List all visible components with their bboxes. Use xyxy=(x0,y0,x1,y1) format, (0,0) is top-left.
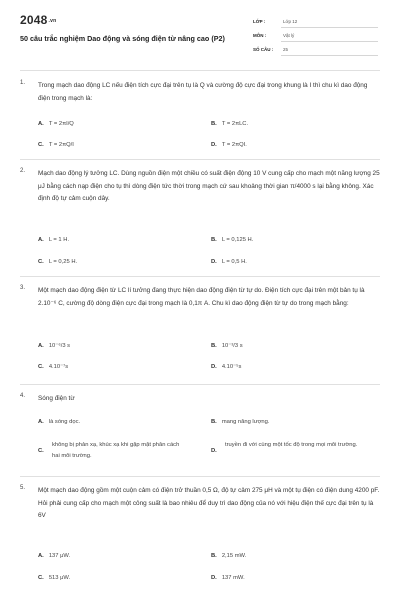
meta-underline xyxy=(281,27,378,28)
meta-row-class xyxy=(253,16,378,30)
option-label: C. xyxy=(38,259,44,265)
option-text: mang năng lượng. xyxy=(221,419,270,425)
option-c[interactable] xyxy=(38,575,70,581)
option-a[interactable] xyxy=(38,343,70,349)
question-stem: Một mạch dao động điện từ LC lí tưởng đang thực hiện dao động điện từ tự do. Điện tích cực đại trên một bản tụ là 2.10⁻⁶ C, cường độ dòng điện cực đại trong mạch là 0,1π A. Chu kì dao động điện từ tự do trong mạch bằng: xyxy=(38,287,365,307)
question-stem: Mạch dao động lý tưởng LC. Dùng nguồn điện một chiều có suất điện động 10 V cung cấp cho mạch một năng lượng 25 μJ bằng cách nạp điện cho tụ thì dòng điện tức thời trong mạch cứ sau khoảng thời gian π/4000 s lại bằng không. Xác định độ tự cảm cuộn dây. xyxy=(38,170,380,202)
page-title: 50 câu trắc nghiệm Dao động và sóng điện từ nâng cao (P2) xyxy=(20,34,225,43)
meta-key: SỐ CÂU : xyxy=(253,47,274,52)
option-b[interactable] xyxy=(211,343,243,349)
option-text: L = 0,25 H. xyxy=(48,259,78,265)
option-c[interactable] xyxy=(38,142,74,148)
option-b[interactable] xyxy=(211,553,246,559)
option-label: D. xyxy=(211,575,217,581)
meta-value: Lớp 12 xyxy=(283,19,298,24)
option-label: B. xyxy=(211,121,217,127)
option-text: 10⁻⁶/3 s xyxy=(48,343,71,349)
option-d[interactable] xyxy=(211,259,247,265)
question-divider xyxy=(20,476,380,477)
question-divider xyxy=(20,159,380,160)
option-label: D. xyxy=(211,259,217,265)
header-divider xyxy=(20,70,380,71)
question-number: 3. xyxy=(20,285,26,291)
option-text: 2,15 mW. xyxy=(221,553,247,559)
option-label: C. xyxy=(38,364,44,370)
option-text: là sóng dọc. xyxy=(48,419,81,425)
option-text: T = 2πI/Q xyxy=(48,121,74,127)
meta-key: MÔN : xyxy=(253,33,267,38)
option-label: C. xyxy=(38,448,44,454)
meta-value: 25 xyxy=(283,47,289,52)
meta-underline xyxy=(281,41,378,42)
option-label: B. xyxy=(211,237,217,243)
option-text: L = 1 H. xyxy=(48,237,70,243)
meta-box xyxy=(253,16,378,58)
option-label: A. xyxy=(38,553,44,559)
option-label: D. xyxy=(211,142,217,148)
site-logo[interactable] xyxy=(20,13,56,27)
question-number: 5. xyxy=(20,485,26,491)
meta-underline xyxy=(281,55,378,56)
option-a[interactable] xyxy=(38,121,74,127)
option-b[interactable] xyxy=(211,237,253,243)
option-text: T = 2πQI. xyxy=(221,142,247,148)
option-a[interactable] xyxy=(38,237,69,243)
option-label: A. xyxy=(38,419,44,425)
option-text: không bị phản xạ, khúc xạ khi gặp mặt phân cách hai môi trường. xyxy=(52,442,180,459)
option-d[interactable] xyxy=(211,440,361,454)
option-text: 4.10⁻⁵s xyxy=(221,364,242,370)
option-text: 10⁻³/3 s xyxy=(221,343,243,349)
question-divider xyxy=(20,384,380,385)
option-label: A. xyxy=(38,121,44,127)
option-label: C. xyxy=(38,575,44,581)
logo-text: 2048 xyxy=(20,13,48,27)
option-d[interactable] xyxy=(211,142,247,148)
option-text: 137 mW. xyxy=(221,575,245,581)
question-stem: Trong mạch dao động LC nếu điện tích cực đại trên tụ là Q và cường độ cực đại trong khung là I thì chu kì dao động điện trong mạch là: xyxy=(38,82,368,102)
option-text: truyền đi với cùng một tốc độ trong mọi môi trường. xyxy=(225,442,358,448)
option-c[interactable] xyxy=(38,364,68,370)
meta-row-subject xyxy=(253,30,378,44)
option-c[interactable] xyxy=(38,259,77,265)
option-c[interactable] xyxy=(38,440,188,462)
option-label: D. xyxy=(211,448,217,454)
option-d[interactable] xyxy=(211,575,245,581)
option-text: 137 μW. xyxy=(48,553,71,559)
logo-suffix: .vn xyxy=(48,17,57,24)
option-text: L = 0,125 H. xyxy=(221,237,254,243)
option-b[interactable] xyxy=(211,121,248,127)
option-text: T = 2πQ/I xyxy=(48,142,74,148)
option-label: A. xyxy=(38,237,44,243)
option-label: A. xyxy=(38,343,44,349)
option-b[interactable] xyxy=(211,419,269,425)
option-label: B. xyxy=(211,343,217,349)
option-text: 513 μW. xyxy=(48,575,71,581)
question-stem: Một mạch dao động gồm một cuộn cảm có điện trở thuần 0,5 Ω, độ tự cảm 275 μH và một tụ điện có điện dung 4200 pF. Hỏi phải cung cấp cho mạch một công suất là bao nhiêu để duy trì dao động của nó với hiệu điện thế cực đại trên tụ là 6V xyxy=(38,487,380,519)
option-label: B. xyxy=(211,553,217,559)
option-label: C. xyxy=(38,142,44,148)
question-divider xyxy=(20,276,380,277)
option-a[interactable] xyxy=(38,553,70,559)
option-text: L = 0,5 H. xyxy=(221,259,247,265)
option-label: D. xyxy=(211,364,217,370)
option-label: B. xyxy=(211,419,217,425)
question-number: 1. xyxy=(20,80,26,86)
meta-key: LỚP : xyxy=(253,19,266,24)
question-stem: Sóng điện từ xyxy=(38,395,75,402)
option-d[interactable] xyxy=(211,364,241,370)
option-text: 4.10⁻⁷s xyxy=(48,364,69,370)
meta-value: Vật lý xyxy=(283,33,295,38)
meta-row-count xyxy=(253,44,378,58)
question-number: 2. xyxy=(20,168,26,174)
question-number: 4. xyxy=(20,393,26,399)
option-a[interactable] xyxy=(38,419,80,425)
option-text: T = 2πLC. xyxy=(221,121,249,127)
